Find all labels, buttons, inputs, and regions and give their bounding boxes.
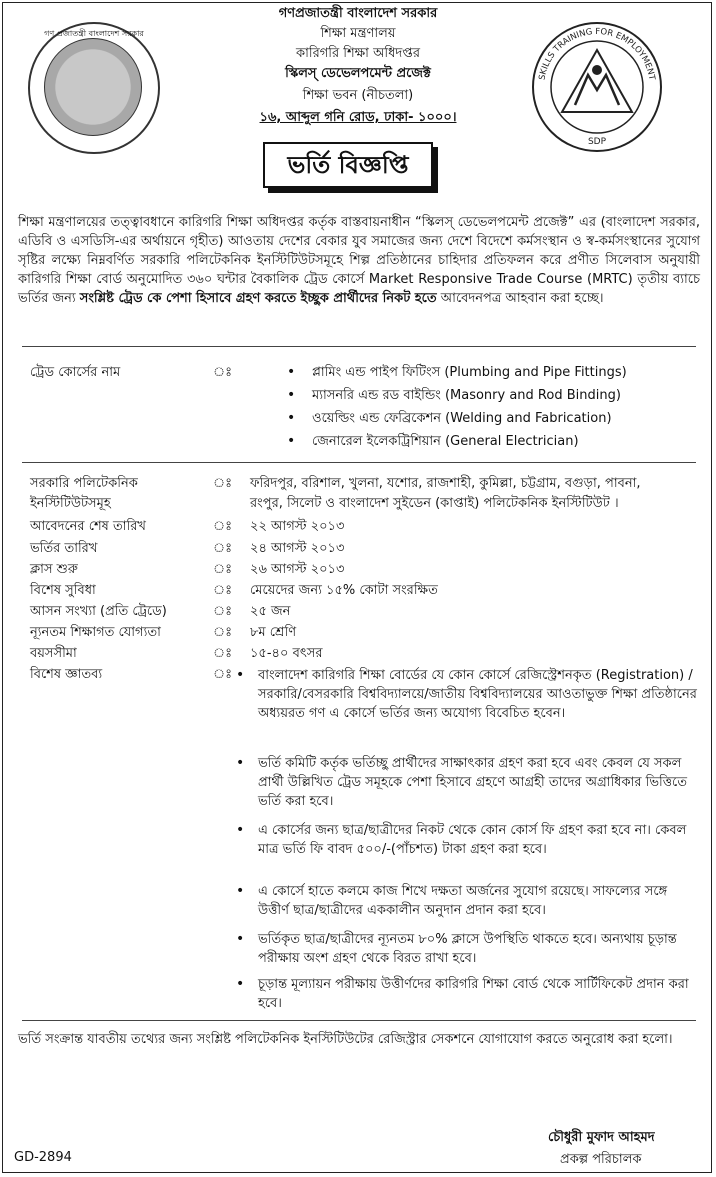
trade-colon: ঃ [213, 365, 233, 380]
divider [22, 462, 696, 463]
note-item: এ কোর্সে হাতে কলমে কাজ শিখে দক্ষতা অর্জনের সুযোগ রয়েছে। সাফল্যের সঙ্গে উত্তীর্ণ ছাত্র/ছাত্রীদের এককালীন অনুদান প্রদান করা হবে। [258, 884, 668, 918]
header-address: ১৬, আব্দুল গনি রোড, ঢাকা- ১০০০। [259, 110, 457, 125]
signer-name: চৌধুরী মুফাদ আহমদ [548, 1130, 655, 1145]
header-line-5: শিক্ষা ভবন (নীচতলা) [302, 88, 414, 103]
ad-code: GD-2894 [14, 1150, 72, 1165]
bullet: • [287, 410, 296, 426]
contact-note: ভর্তি সংক্রান্ত যাবতীয় তথ্যের জন্য সংশ্লিষ্ট পলিটেকনিক ইনস্টিটিউটের রেজিস্ট্রার সেকশনে যোগাযোগ করতে অনুরোধ করা হলো। [18, 1032, 673, 1047]
note-item: ভর্তি কমিটি কর্তৃক ভর্তিচ্ছু প্রার্থীদের সাক্ষাৎকার গ্রহণ করা হবে এবং কেবল যে সকল প্রার্থী উল্লিখিত ট্রেড সমূহকে পেশা হিসাবে গ্রহণে আগ্রহী তাদের অগ্রাধিকার ভিত্তিতে ভর্তি করা হবে। [258, 756, 688, 809]
intro-bold: সংশ্লিষ্ট ট্রেড কে পেশা হিসাবে গ্রহণ করতে ইচ্ছুক প্রার্থীদের নিকট হতে [79, 291, 437, 306]
intro-text-2: আবেদনপত্র আহবান করা হচ্ছে। [436, 291, 604, 306]
header-line-1: গণপ্রজাতন্ত্রী বাংলাদেশ সরকার [278, 6, 438, 21]
admission-date-value: ২৪ আগস্ট ২০১৩ [250, 541, 345, 556]
bullet: • [236, 976, 245, 992]
header-line-3: কারিগরি শিক্ষা অধিদপ্তর [295, 46, 421, 61]
special-benefit-value: মেয়েদের জন্য ১৫% কোটা সংরক্ষিত [250, 583, 438, 598]
bullet: • [236, 931, 245, 947]
divider [22, 346, 696, 347]
bullet: • [236, 822, 245, 838]
bullet: • [236, 755, 245, 771]
seats-value: ২৫ জন [250, 604, 291, 619]
divider [22, 1020, 696, 1021]
age-limit-label: বয়সসীমা [30, 646, 77, 661]
colon: ঃ [213, 646, 233, 661]
colon: ঃ [213, 562, 233, 577]
trade-item: জেনারেল ইলেকট্রিশিয়ান (General Electrician) [312, 434, 579, 449]
bullet: • [236, 667, 245, 683]
note-item: চূড়ান্ত মূল্যায়ন পরীক্ষায় উত্তীর্ণদের কারিগরি শিক্ষা বোর্ড থেকে সার্টিফিকেট প্রদান করা হবে। [258, 977, 689, 1011]
note-item: ভর্তিকৃত ছাত্র/ছাত্রীদের ন্যূনতম ৮০% ক্লাসে উপস্থিতি থাকতে হবে। অন্যথায় চূড়ান্ত পরীক্ষায় অংশ গ্রহণ থেকে বিরত রাখা হবে। [258, 932, 677, 966]
colon: ঃ [213, 583, 233, 598]
bullet: • [287, 433, 296, 449]
bullet: • [236, 883, 245, 899]
trade-item: প্লামিং এন্ড পাইপ ফিটিংস (Plumbing and Pipe Fittings) [312, 365, 627, 380]
class-start-label: ক্লাস শুরু [30, 562, 78, 577]
admission-date-label: ভর্তির তারিখ [30, 541, 98, 556]
trade-item: ম্যাসনরি এন্ড রড বাইন্ডিং (Masonry and Rod Binding) [312, 388, 621, 403]
class-start-value: ২৬ আগস্ট ২০১৩ [250, 562, 345, 577]
colon: ঃ [213, 519, 233, 534]
bullet: • [287, 364, 296, 380]
signer-title: প্রকল্প পরিচালক [560, 1152, 642, 1167]
special-notes-label: বিশেষ জ্ঞাতব্য [30, 667, 103, 682]
logo-arc-text: SKILLS TRAINING FOR EMPLOYMENT [537, 26, 657, 81]
colon: ঃ [213, 625, 233, 640]
age-limit-value: ১৫-৪০ বৎসর [250, 646, 323, 661]
colon: ঃ [213, 667, 233, 682]
qualification-value: ৮ম শ্রেণি [250, 625, 297, 640]
note-item: এ কোর্সের জন্য ছাত্র/ছাত্রীদের নিকট থেকে কোন কোর্স ফি গ্রহণ করা হবে না। কেবল মাত্র ভর্তি ফি বাবদ ৫০০/-(পাঁচশত) টাকা গ্রহণ করা হবে। [258, 823, 687, 857]
colon: ঃ [213, 604, 233, 619]
polytechnic-list: ফরিদপুর, বরিশাল, খুলনা, যশোর, রাজশাহী, কুমিল্লা, চট্টগ্রাম, বগুড়া, পাবনা, [250, 476, 641, 491]
logo-abbr: SDP [587, 137, 607, 147]
intro-text-1: শিক্ষা মন্ত্রণালয়ের তত্ত্বাবধানে কারিগরি শিক্ষা অধিদপ্তর কর্তৃক বাস্তবায়নাধীন “স্কিলস্ ডেভেলপমেন্ট প্রজেক্ট” এর (বাংলাদেশ সরকার, এডিবি ও এসডিসি-এর অর্থায়নে গৃহীত) আওতায় দেশের বেকার যুব সমাজের জন্য দেশে বিদেশে কর্মসংস্থান ও স্ব-কর্মসংস্থানের সুযোগ সৃষ্টির লক্ষ্যে নিম্নবর্ণিত সরকারি পলিটেকনিক ইনস্টিটিউটসমূহে শিল্প প্রতিষ্ঠানের চাহিদার প্রতিফলন করে প্রণীত সিলেবাস অনুযায়ী কারিগরি শিক্ষা বোর্ড অনুমোদিত ৩৬০ ঘন্টার বৈকালিক ট্রেড কোর্সে Market Responsive Trade Course (MRTC) তৃতীয় ব্যাচে ভর্তির জন্য [18, 215, 700, 306]
polytechnic-label: সরকারি পলিটেকনিক [30, 476, 138, 491]
polytechnic-label-2: ইনস্টিটিউটসমূহ [30, 496, 111, 511]
polytechnic-list-2: রংপুর, সিলেট ও বাংলাদেশ সুইডেন (কাপ্তাই) পলিটেকনিক ইনস্টিটিউট । [250, 496, 619, 511]
qualification-label: ন্যূনতম শিক্ষাগত যোগ্যতা [30, 625, 161, 640]
trade-item: ওয়েল্ডিং এন্ড ফেব্রিকেশন (Welding and Fabrication) [312, 411, 612, 426]
trade-label: ট্রেড কোর্সের নাম [30, 365, 121, 380]
intro-paragraph [18, 213, 700, 308]
seats-label: আসন সংখ্যা (প্রতি ট্রেডে) [30, 604, 167, 619]
deadline-label: আবেদনের শেষ তারিখ [30, 519, 146, 534]
note-item: বাংলাদেশ কারিগরি শিক্ষা বোর্ডের যে কোন কোর্সে রেজিস্ট্রেশনকৃত (Registration) /সরকারি/বেসরকারি বিশ্ববিদ্যালয়ে/জাতীয় বিশ্ববিদ্যালয়ের আওতাভুক্ত শিক্ষা প্রতিষ্ঠানের অধ্যয়রত গণ এ কোর্সে ভর্তির জন্য অযোগ্য বিবেচিত হবেন। [258, 668, 697, 721]
deadline-value: ২২ আগস্ট ২০১৩ [250, 519, 345, 534]
colon: ঃ [213, 476, 233, 491]
header-line-4: স্কিলস্ ডেভেলপমেন্ট প্রজেক্ট [285, 66, 431, 81]
notice-title: ভর্তি বিজ্ঞপ্তি [263, 142, 433, 188]
seal-text: গণ প্রজাতন্ত্রী বাংলাদেশ সরকার [44, 29, 144, 38]
header-line-2: শিক্ষা মন্ত্রণালয় [320, 26, 396, 41]
colon: ঃ [213, 541, 233, 556]
bullet: • [287, 387, 296, 403]
special-benefit-label: বিশেষ সুবিধা [30, 583, 96, 598]
